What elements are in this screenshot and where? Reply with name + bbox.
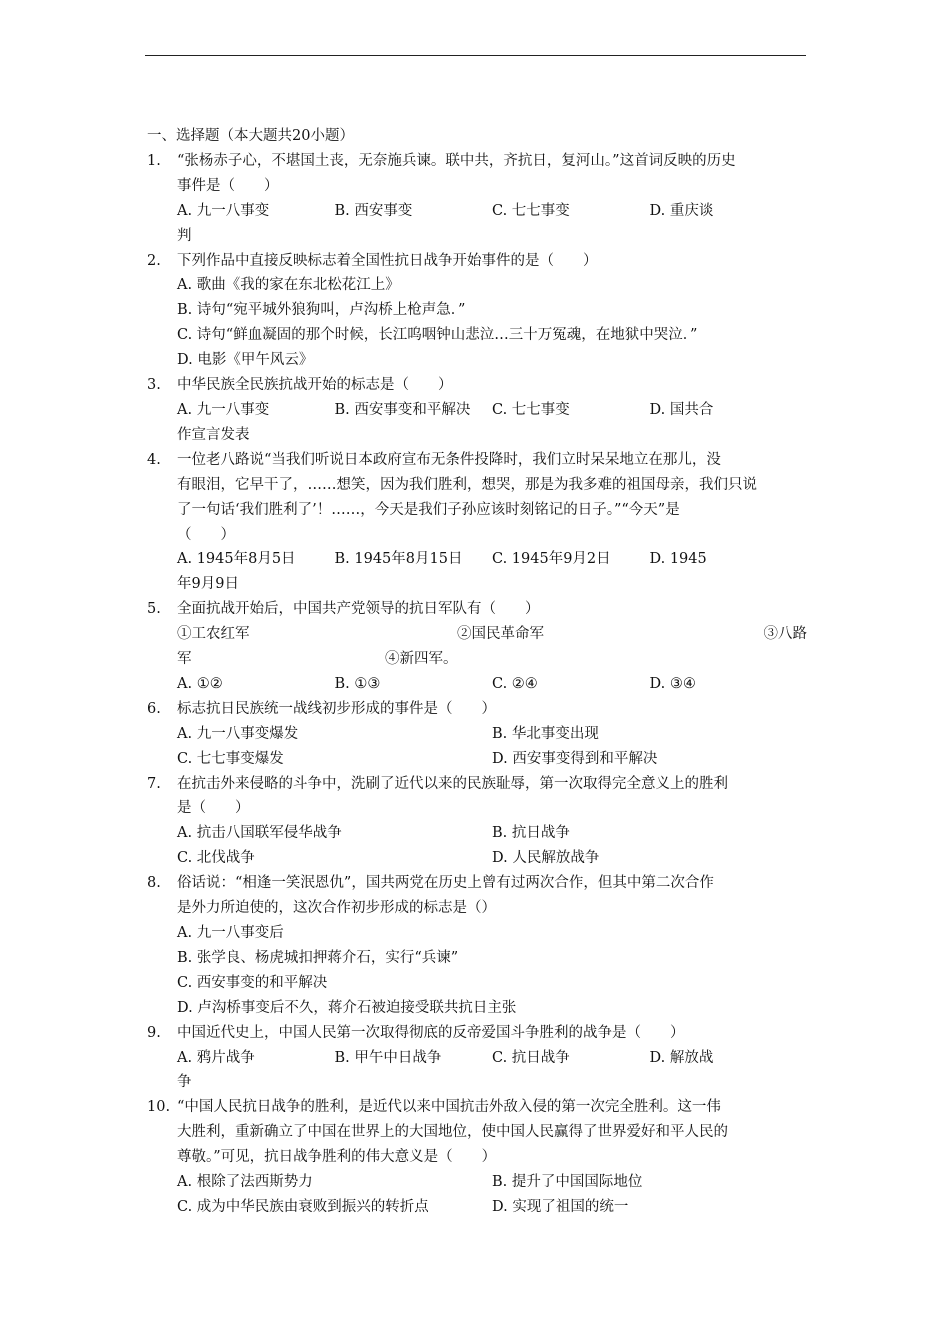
option-a[interactable]: A. 鸦片战争 <box>177 1049 255 1066</box>
options <box>177 1170 807 1195</box>
option-a[interactable]: A. 根除了法西斯势力 <box>177 1174 313 1191</box>
item-2: ②国民革命军 <box>457 626 544 643</box>
option-a[interactable]: A. 歌曲《我的家在东北松花江上》 <box>177 277 400 294</box>
question-number: 2. <box>147 252 161 269</box>
option-a[interactable]: A. 抗击八国联军侵华战争 <box>177 825 342 842</box>
option-b[interactable]: B. 抗日战争 <box>492 825 570 842</box>
option-d[interactable]: D. ③④ <box>649 675 696 692</box>
question-stem <box>177 448 807 548</box>
question-stem: 中华民族全民族抗战开始的标志是（ ） <box>177 377 453 394</box>
item-list <box>177 622 807 647</box>
options <box>177 1195 807 1220</box>
option-b[interactable]: B. 张学良、杨虎城扣押蒋介石，实行“兵谏” <box>177 949 459 966</box>
options <box>177 199 807 224</box>
stem-line: 在抗击外来侵略的斗争中，洗刷了近代以来的民族耻辱，第一次取得完全意义上的胜利 <box>177 775 728 792</box>
option-d-continued: 争 <box>177 1074 192 1091</box>
option-b[interactable]: B. 甲午中日战争 <box>334 1049 442 1066</box>
option-d[interactable]: D. 解放战 <box>649 1049 714 1066</box>
stem-line: 是外力所迫使的，这次合作初步形成的标志是（） <box>177 900 496 917</box>
section-title: 一、选择题（本大题共20小题） <box>147 128 354 144</box>
option-b[interactable]: B. 华北事变出现 <box>492 725 599 742</box>
question-stem: 全面抗战开始后，中国共产党领导的抗日军队有（ ） <box>177 601 540 618</box>
question-3 <box>147 373 807 448</box>
question-number: 7. <box>147 775 161 792</box>
question-number: 8. <box>147 875 161 892</box>
question-number: 5. <box>147 601 161 618</box>
question-stem <box>177 1095 807 1170</box>
options <box>177 747 807 772</box>
options <box>177 821 807 846</box>
stem-line: 事件是（ ） <box>177 177 279 194</box>
question-7 <box>147 772 807 872</box>
stem-line: 一位老八路说“当我们听说日本政府宣布无条件投降时，我们立时呆呆地立在那儿，没 <box>177 451 721 468</box>
item-1: ①工农红军 <box>177 626 250 643</box>
options <box>177 547 807 572</box>
option-d[interactable]: D. 人民解放战争 <box>492 850 600 867</box>
option-b[interactable]: B. 1945年8月15日 <box>334 551 463 568</box>
option-d[interactable]: D. 国共合 <box>649 401 714 418</box>
option-d[interactable]: D. 卢沟桥事变后不久，蒋介石被迫接受联共抗日主张 <box>177 999 517 1016</box>
option-b[interactable]: B. 诗句“宛平城外狼狗叫，卢沟桥上枪声急．” <box>177 302 466 319</box>
stem-line: 大胜利，重新确立了中国在世界上的大国地位，使中国人民赢得了世界爱好和平人民的 <box>177 1124 728 1141</box>
option-d[interactable]: D. 电影《甲午风云》 <box>177 352 314 369</box>
question-stem <box>177 871 807 921</box>
options <box>177 1046 807 1071</box>
options <box>177 398 807 423</box>
stem-line: “张杨赤子心，不堪国土丧，无奈施兵谏。联中共，齐抗日，复河山。”这首词反映的历史 <box>177 152 736 169</box>
option-c[interactable]: C. 诗句“鲜血凝固的那个时候，长江呜咽钟山悲泣…三十万冤魂，在地狱中哭泣．” <box>177 327 698 344</box>
option-b[interactable]: B. 西安事变 <box>334 202 413 219</box>
question-stem <box>177 149 807 199</box>
item-4: ④新四军。 <box>385 651 458 668</box>
question-5 <box>147 597 807 697</box>
stem-line: （ ） <box>177 526 235 543</box>
question-number: 3. <box>147 377 161 394</box>
stem-line: 有眼泪，它早干了，……想笑，因为我们胜利，想哭，那是为我多难的祖国母亲，我们只说 <box>177 476 757 493</box>
item-3: ③八路 <box>763 626 807 643</box>
option-c[interactable]: C. 七七事变 <box>492 202 570 219</box>
option-c[interactable]: C. 西安事变的和平解决 <box>177 974 328 991</box>
question-number: 10. <box>147 1099 171 1116</box>
option-c[interactable]: C. 北伐战争 <box>177 850 255 867</box>
option-d-continued: 作宣言发表 <box>177 426 250 443</box>
stem-line: 俗话说：“相逢一笑泯恩仇”，国共两党在历史上曾有过两次合作，但其中第二次合作 <box>177 875 714 892</box>
option-a[interactable]: A. 九一八事变爆发 <box>177 725 299 742</box>
stem-line: “中国人民抗日战争的胜利，是近代以来中国抗击外敌入侵的第一次完全胜利。这一伟 <box>177 1099 721 1116</box>
option-c[interactable]: C. ②④ <box>492 675 538 692</box>
question-number: 1. <box>147 152 161 169</box>
option-d[interactable]: D. 1945 <box>649 551 707 568</box>
option-c[interactable]: C. 成为中华民族由衰败到振兴的转折点 <box>177 1198 429 1215</box>
question-stem: 中国近代史上，中国人民第一次取得彻底的反帝爱国斗争胜利的战争是（ ） <box>177 1024 685 1041</box>
question-4 <box>147 448 807 597</box>
question-2 <box>147 249 807 374</box>
option-c[interactable]: C. 1945年9月2日 <box>492 551 611 568</box>
option-b[interactable]: B. 提升了中国国际地位 <box>492 1174 643 1191</box>
option-d[interactable]: D. 西安事变得到和平解决 <box>492 750 658 767</box>
stem-line: 了一句话‘我们胜利了’！……，今天是我们子孙应该时刻铭记的日子。”“今天”是 <box>177 501 680 518</box>
option-c[interactable]: C. 抗日战争 <box>492 1049 570 1066</box>
question-10 <box>147 1095 807 1220</box>
item-list-continued <box>177 647 807 672</box>
question-stem: 下列作品中直接反映标志着全国性抗日战争开始事件的是（ ） <box>177 252 598 269</box>
option-a[interactable]: A. 九一八事变 <box>177 401 270 418</box>
exam-page <box>147 124 807 1220</box>
option-b[interactable]: B. ①③ <box>334 675 381 692</box>
option-d[interactable]: D. 重庆谈 <box>649 202 714 219</box>
stem-line: 是（ ） <box>177 800 250 817</box>
option-a[interactable]: A. 九一八事变后 <box>177 925 284 941</box>
question-8 <box>147 871 807 1020</box>
option-c[interactable]: C. 七七事变爆发 <box>177 750 284 767</box>
question-stem: 标志抗日民族统一战线初步形成的事件是（ ） <box>177 700 496 717</box>
option-c[interactable]: C. 七七事变 <box>492 401 570 418</box>
option-b[interactable]: B. 西安事变和平解决 <box>334 401 471 418</box>
header-rule <box>145 55 806 56</box>
question-number: 6. <box>147 700 161 717</box>
options <box>177 672 807 697</box>
question-6 <box>147 697 807 772</box>
option-d-continued: 判 <box>177 227 192 244</box>
option-a[interactable]: A. 九一八事变 <box>177 202 270 219</box>
question-1 <box>147 149 807 249</box>
option-d-continued: 年9月9日 <box>177 576 239 593</box>
options <box>177 846 807 871</box>
question-stem <box>177 772 807 822</box>
question-9 <box>147 1021 807 1096</box>
stem-line: 尊敬。”可见，抗日战争胜利的伟大意义是（ ） <box>177 1149 497 1166</box>
option-d[interactable]: D. 实现了祖国的统一 <box>492 1198 629 1215</box>
item-3-continued: 军 <box>177 651 192 668</box>
options <box>177 722 807 747</box>
question-number: 9. <box>147 1024 161 1041</box>
option-a[interactable]: A. ①② <box>177 675 223 692</box>
question-number: 4. <box>147 451 161 468</box>
option-a[interactable]: A. 1945年8月5日 <box>177 551 296 568</box>
